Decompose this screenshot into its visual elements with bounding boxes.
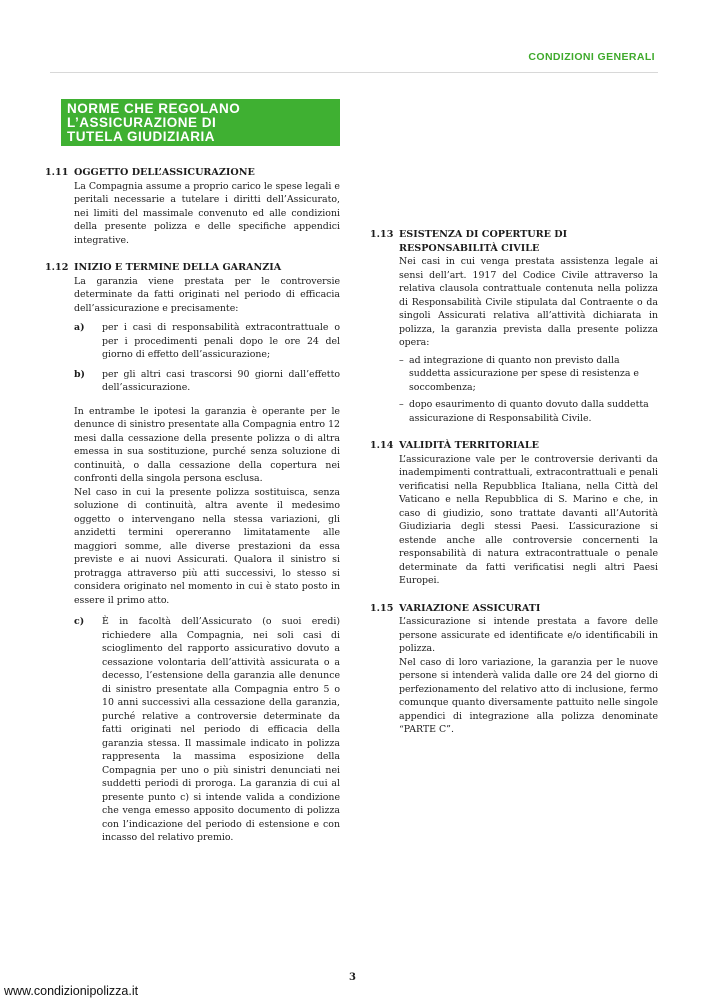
- section-1-11: [45, 166, 340, 247]
- section-text: L’assicurazione si intende prestata a favore delle persone assicurate ed identificate e/o identificabili in polizza.: [399, 616, 658, 654]
- bullet-text: ad integrazione di quanto non previsto dalla suddetta assicurazione per spese di resistenza e soccombenza;: [409, 354, 639, 393]
- section-title: OGGETTO DELL’ASSICURAZIONE: [74, 167, 255, 178]
- section-title: ESISTENZA DI COPERTURE DI RESPONSABILITÀ CIVILE: [399, 229, 568, 254]
- section-title: VALIDITÀ TERRITORIALE: [399, 440, 539, 451]
- section-title: INIZIO E TERMINE DELLA GARANZIA: [74, 262, 282, 273]
- bullet-item: [399, 354, 658, 395]
- section-number: 1.15: [370, 602, 394, 614]
- bullet-text: dopo esaurimento di quanto dovuto dalla suddetta assicurazione di Responsabilità Civile.: [409, 399, 649, 424]
- title-line: TUTELA GIUDIZIARIA: [67, 129, 215, 144]
- section-heading: [370, 439, 658, 453]
- bullet-item: [399, 398, 658, 425]
- section-heading: [45, 261, 340, 275]
- section-1-12: [45, 261, 340, 845]
- section-paragraph: Nel caso in cui la presente polizza sostituisca, senza soluzione di continuità, altra avente il medesimo oggetto o intervengano nella stessa variazioni, gli anzidetti termini opereranno limitatamente alle maggiori somme, alle diverse prestazioni da essa previste e ai nuovi Assicurati. Qualora il sinistro si protragga attraverso più atti successivi, lo stesso si considera originato nel momento in cui è stato posto in essere il primo atto.: [74, 486, 340, 606]
- bullet-mark: –: [399, 399, 404, 410]
- item-text: per gli altri casi trascorsi 90 giorni dall’effetto dell’assicurazione.: [102, 368, 340, 393]
- item-label: a): [74, 322, 85, 333]
- left-column: [45, 166, 340, 859]
- section-1-13: [370, 228, 658, 425]
- running-header: CONDIZIONI GENERALI: [528, 51, 655, 63]
- section-heading: [45, 166, 340, 180]
- section-title: VARIAZIONE ASSICURATI: [399, 602, 541, 614]
- section-1-15: [370, 602, 658, 737]
- section-number: 1.14: [370, 440, 394, 451]
- title-line: NORME CHE REGOLANO: [67, 101, 241, 116]
- section-number: 1.13: [370, 229, 394, 240]
- section-intro: Nei casi in cui venga prestata assistenza legale ai sensi dell’art. 1917 del Codice Civile attraverso la relativa clausola contrattuale contenuta nella polizza di Responsabilità Civile stipulata dal Contraente o da singoli Assicurati relativa all’attività dichiarata in polizza, la garanzia prevista dalla presente polizza opera:: [399, 256, 658, 348]
- right-column: [370, 228, 658, 751]
- section-heading: [370, 228, 658, 255]
- section-text: L’assicurazione vale per le controversie derivanti da inadempimenti contrattuali, extracontrattuali e penali verificatisi nella Repubblica Italiana, nella Città del Vaticano e nella Repubblica di S. Marino e che, in caso di giudizio, sono trattate davanti all’Autorità Giudiziaria degli stessi Paesi. L’assicurazione si estende anche alle controversie concernenti la responsabilità di natura extracontrattuale o penale determinate da fatti verificatisi negli altri Paesi Europei.: [399, 453, 658, 586]
- item-text: È in facoltà dell’Assicurato (o suoi eredi) richiedere alla Compagnia, nei soli casi di scioglimento del rapporto assicurativo dovuto a cessazione volontaria dell’attività assicurata o a decesso, l’estensione della garanzia alle denunce di sinistro presentate alla Compagnia entro 5 o 10 anni successivi alla cessazione della garanzia, purché relative a controversie determinate da fatti originati nel periodo di efficacia della garanzia stessa. Il massimale indicato in polizza rappresenta la massima esposizione della Compagnia per uno o più sinistri denunciati nei suddetti periodi di proroga. La garanzia di cui al presente punto c) si intende valida a condizione che venga emesso apposito documento di polizza con l’indicazione del periodo di estensione e con incasso del relativo premio.: [102, 616, 340, 843]
- header-rule: [50, 72, 658, 73]
- section-1-14: [370, 439, 658, 588]
- section-intro: La garanzia viene prestata per le controversie determinate da fatti originati nel periodo di efficacia dell’assicurazione e precisamente:: [74, 275, 340, 314]
- bullet-mark: –: [399, 354, 404, 366]
- section-number: 1.12: [45, 262, 69, 273]
- item-label: b): [74, 368, 85, 380]
- list-item: [74, 321, 340, 362]
- footer-url[interactable]: www.condizionipolizza.it: [4, 984, 139, 998]
- list-item: [74, 615, 340, 845]
- page-number: 3: [349, 972, 356, 983]
- section-number: 1.11: [45, 167, 69, 178]
- section-title-box: [61, 99, 340, 146]
- item-text: per i casi di responsabilità extracontrattuale o per i procedimenti penali dopo le ore 24 del giorno di effetto dell’assicurazione;: [102, 322, 340, 360]
- list-item: [74, 368, 340, 395]
- section-text: La Compagnia assume a proprio carico le spese legali e peritali necessarie a tutelare i diritti dell’Assicurato, nei limiti del massimale convenuto ed alle condizioni della presente polizza e delle specifiche appendici integrative.: [74, 180, 340, 246]
- section-paragraph: In entrambe le ipotesi la garanzia è operante per le denunce di sinistro presentate alla Compagnia entro 12 mesi dalla cessazione della presente polizza o di altra emessa in sua sostituzione, purché senza soluzione di continuità, o dalla cessazione della copertura nei confronti della singola persona esclusa.: [74, 405, 340, 484]
- item-label: c): [74, 616, 85, 627]
- title-line: L’ASSICURAZIONE DI: [67, 115, 217, 130]
- section-heading: [370, 602, 658, 616]
- section-text: Nel caso di loro variazione, la garanzia per le nuove persone si intenderà valida dalle ore 24 del giorno di perfezionamento del relativo atto di inclusione, fermo comunque quanto diversamente pattuito nelle singole appendici di integrazione alla polizza denominate “PARTE C”.: [399, 656, 658, 735]
